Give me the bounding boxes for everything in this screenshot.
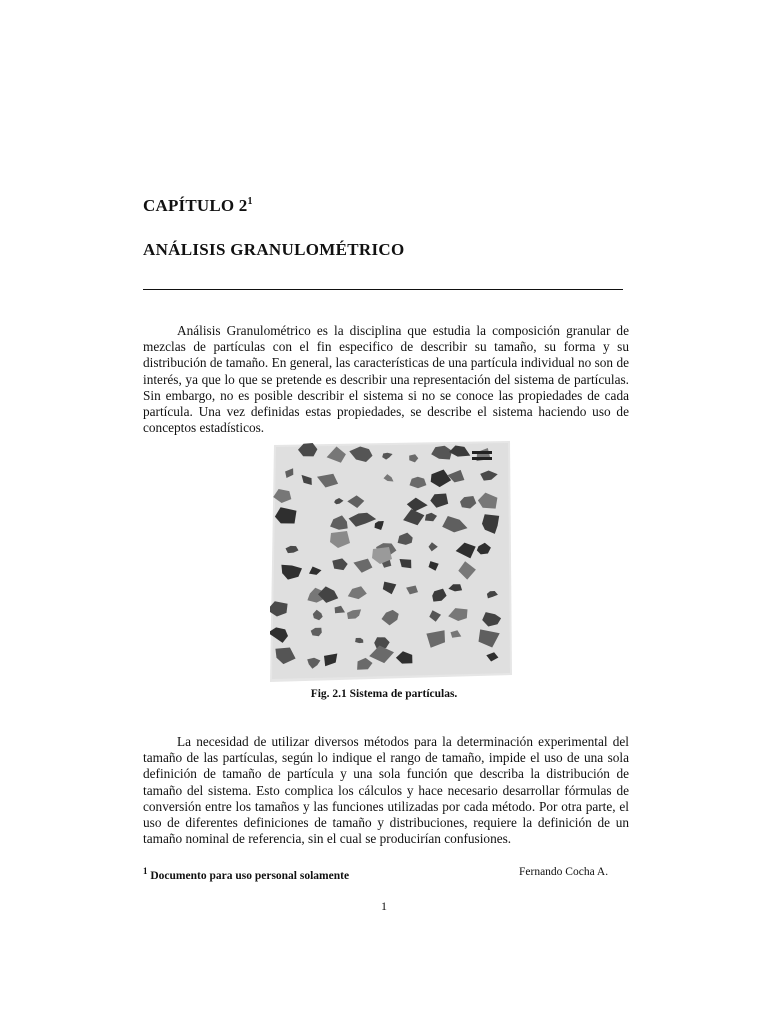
chapter-label: CAPÍTULO 2 (143, 196, 248, 215)
footnote-text: Documento para uso personal solamente (150, 870, 350, 882)
body-paragraph: La necesidad de utilizar diversos métodos para la determinación experimental del tamaño de las partículas, según lo indique el rango de tamaño, impide el uso de una sola definición de tamaño de partícula y una sola función que describa la distribución de tamaño del sistema. Esto complica los cálculos y hace necesario desarrollar fórmulas de conversión entre los tamaños y las funciones utilizadas por cada método. Por otra parte, el uso de diferentes definiciones de tamaño y distribuciones, requiere la definición de un tamaño nominal de referencia, sin el cual se producirían confusiones. (143, 734, 629, 847)
figure-caption: Fig. 2.1 Sistema de partículas. (310, 688, 458, 700)
particle-photo (270, 437, 512, 682)
intro-paragraph: Análisis Granulométrico es la disciplina que estudia la composición granular de mezclas de partículas con el fin especifico de describir su tamaño, su forma y su distribución de tamaño. En general, las características de una partícula individual no son de interés, ya que lo que se pretende es describir una representación del sistema de partículas. Sin embargo, no es posible describir el sistema si no se conoce las propiedades de cada partícula. Una vez definidas estas propiedades, se describe el sistema haciendo uso de conceptos estadísticos. (143, 323, 629, 436)
page-number: 1 (381, 899, 387, 913)
footnote-mark: 1 (143, 866, 148, 876)
title-divider (143, 289, 623, 290)
footnote (143, 866, 349, 882)
chapter-title: ANÁLISIS GRANULOMÉTRICO (143, 240, 405, 259)
author-name: Fernando Cocha A. (519, 866, 609, 878)
chapter-footnote-mark: 1 (247, 196, 253, 207)
chapter-heading (143, 196, 253, 216)
particle-system-image (270, 437, 512, 682)
